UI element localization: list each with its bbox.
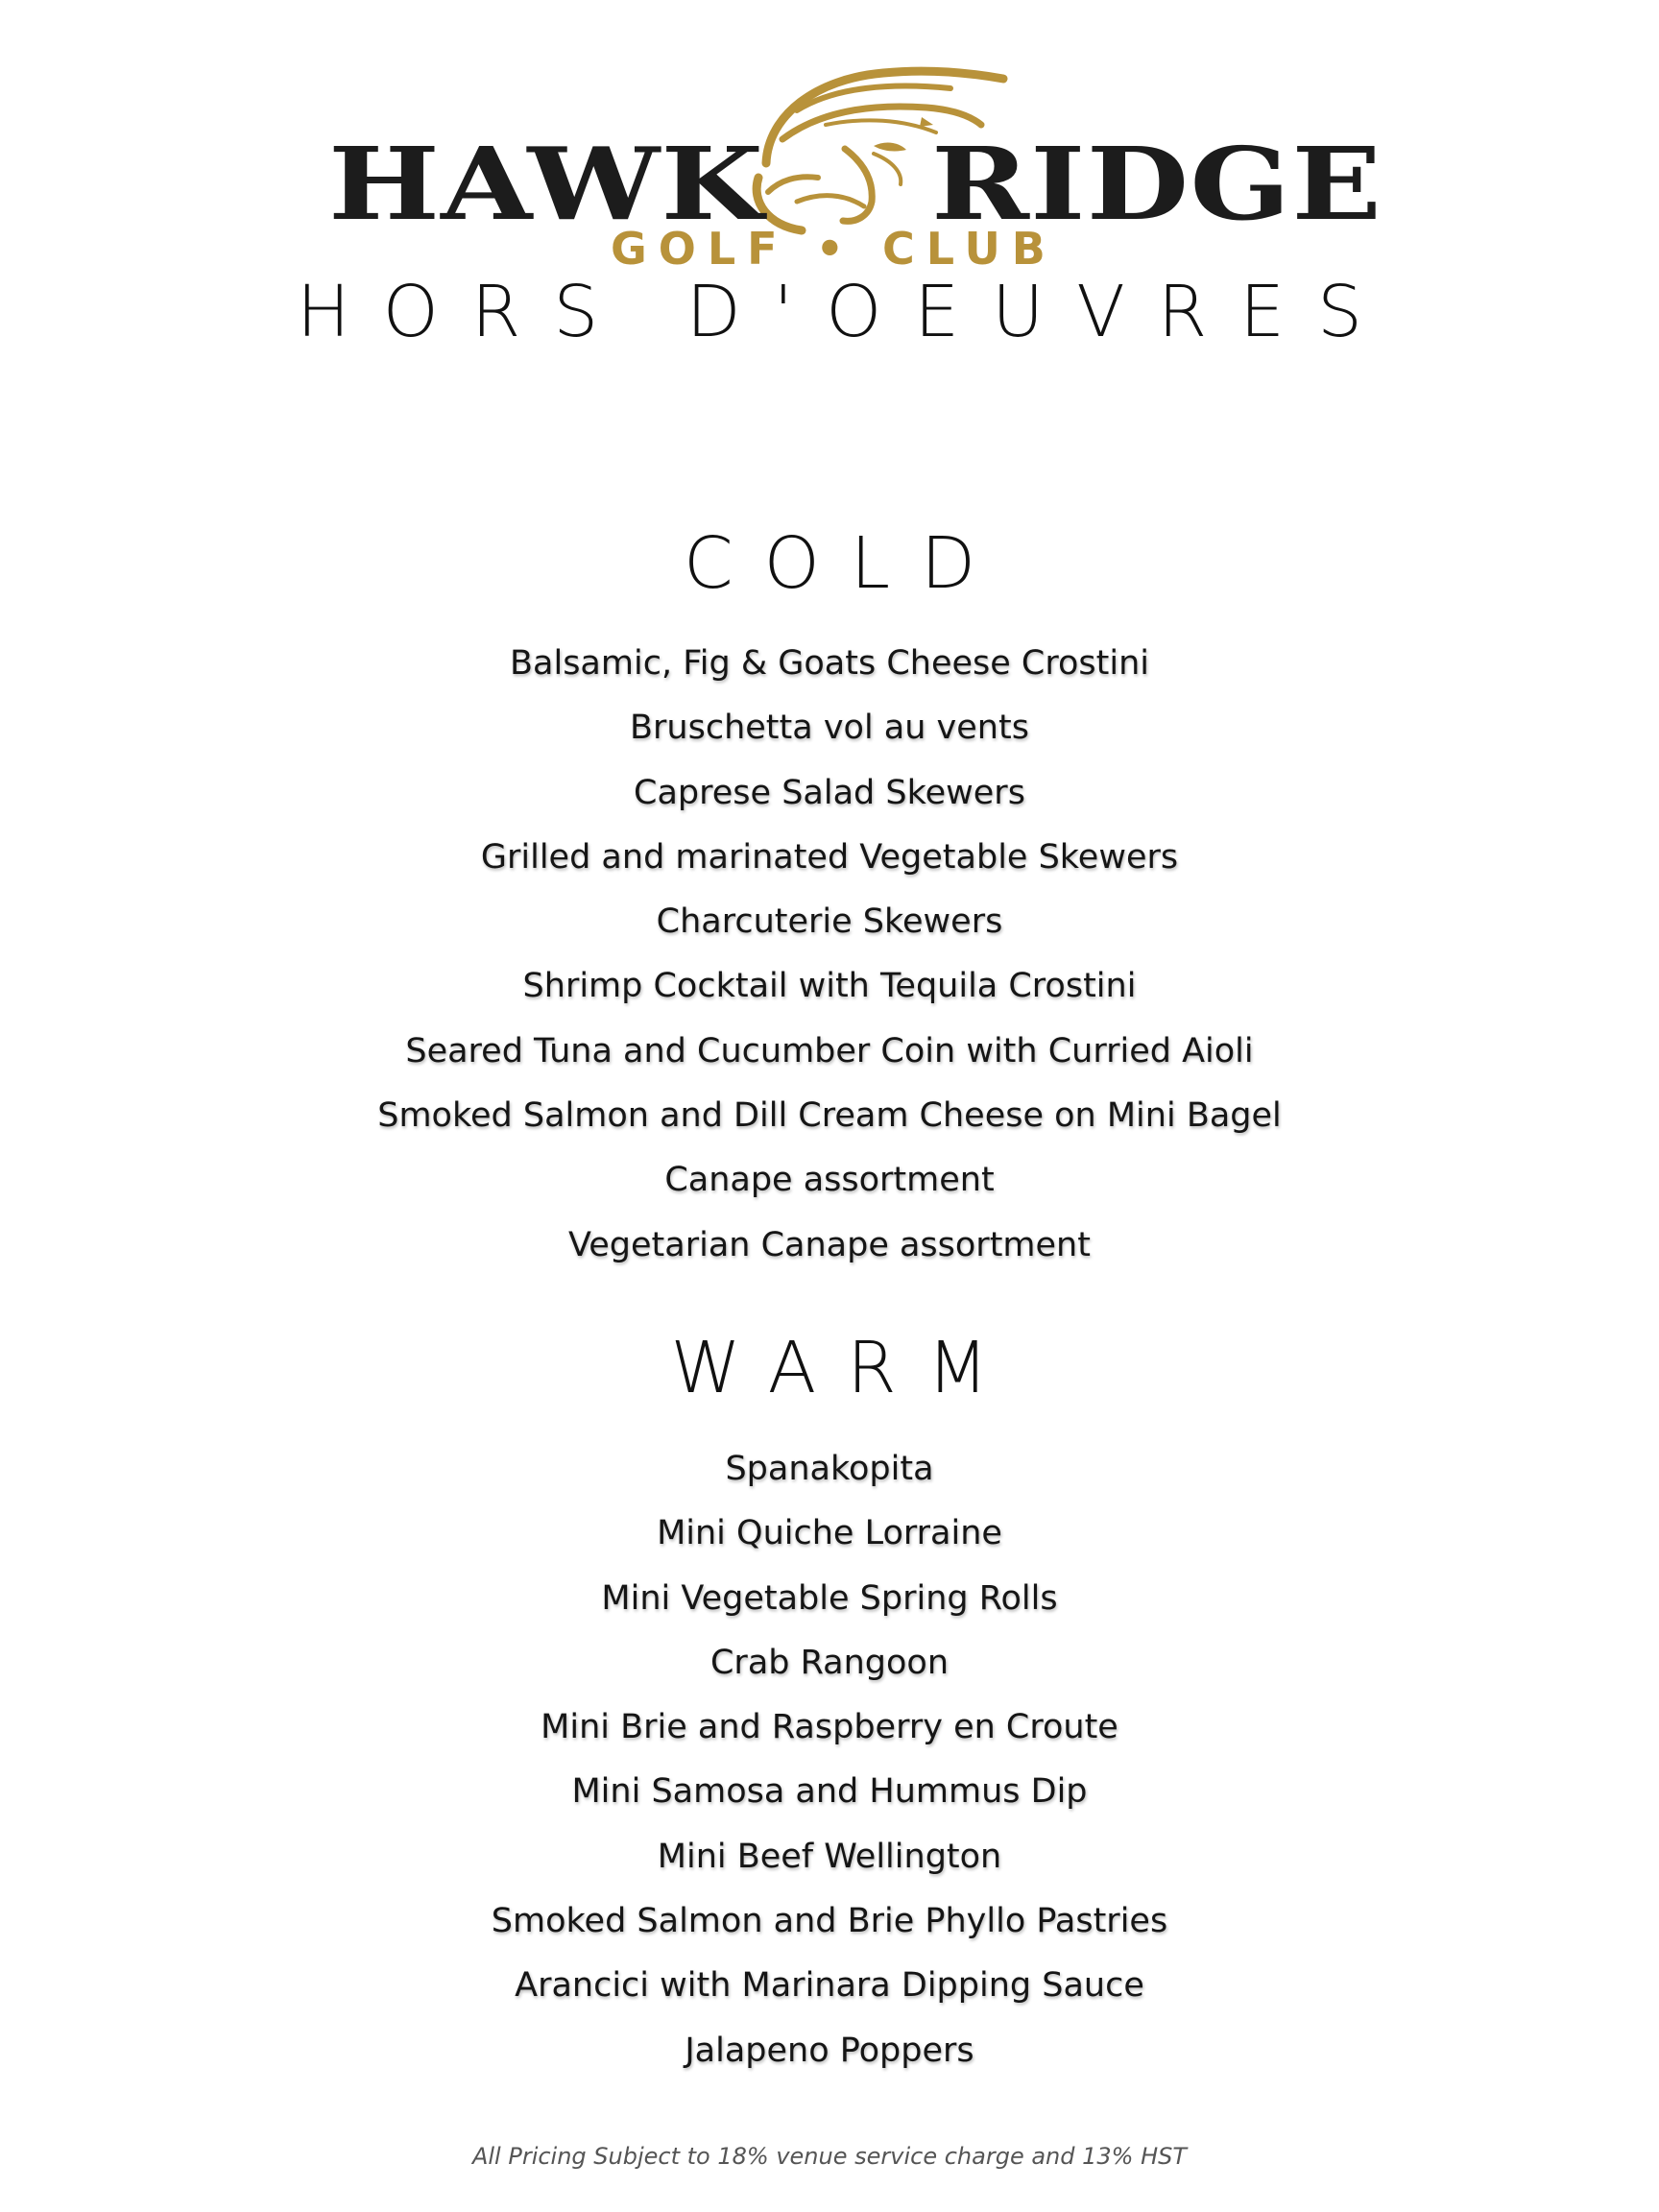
club-logo xyxy=(317,58,1383,278)
menu-item: Mini Beef Wellington xyxy=(657,1837,1002,1876)
warm-items-list xyxy=(0,1437,1659,2083)
menu-item: Smoked Salmon and Brie Phyllo Pastries xyxy=(491,1902,1168,1941)
menu-item: Smoked Salmon and Dill Cream Cheese on Mini Bagel xyxy=(377,1096,1282,1136)
menu-item: Seared Tuna and Cucumber Coin with Curried Aioli xyxy=(405,1031,1254,1070)
menu-item: Caprese Salad Skewers xyxy=(634,773,1025,812)
menu-item: Mini Brie and Raspberry en Croute xyxy=(541,1708,1118,1747)
menu-item: Canape assortment xyxy=(664,1161,995,1200)
menu-item: Spanakopita xyxy=(725,1450,934,1488)
menu-item: Mini Samosa and Hummus Dip xyxy=(571,1772,1088,1812)
page-title: HORS D'OEUVRES xyxy=(296,271,1396,353)
logo-word-right: RIDGE xyxy=(931,125,1383,243)
pricing-note: All Pricing Subject to 18% venue service charge and 13% HST xyxy=(471,2143,1188,2170)
menu-item: Charcuterie Skewers xyxy=(656,902,1003,942)
menu-item: Jalapeno Poppers xyxy=(685,2031,974,2070)
section-title-cold: COLD xyxy=(683,522,1007,605)
menu-item: Grilled and marinated Vegetable Skewers xyxy=(480,837,1179,877)
section-title-warm: WARM xyxy=(670,1327,1020,1409)
menu-item: Vegetarian Canape assortment xyxy=(568,1225,1091,1264)
cold-items-list xyxy=(0,632,1659,1278)
menu-item: Crab Rangoon xyxy=(709,1643,950,1682)
menu-item: Arancici with Marinara Dipping Sauce xyxy=(515,1966,1144,2006)
logo-subtitle: GOLF • CLUB xyxy=(611,223,1057,275)
menu-item: Shrimp Cocktail with Tequila Crostini xyxy=(522,967,1137,1006)
menu-item: Bruschetta vol au vents xyxy=(630,709,1029,748)
menu-item: Mini Vegetable Spring Rolls xyxy=(601,1578,1058,1618)
menu-item: Mini Quiche Lorraine xyxy=(657,1514,1002,1553)
logo-word-left: HAWK xyxy=(328,125,765,243)
menu-item: Balsamic, Fig & Goats Cheese Crostini xyxy=(510,644,1149,683)
